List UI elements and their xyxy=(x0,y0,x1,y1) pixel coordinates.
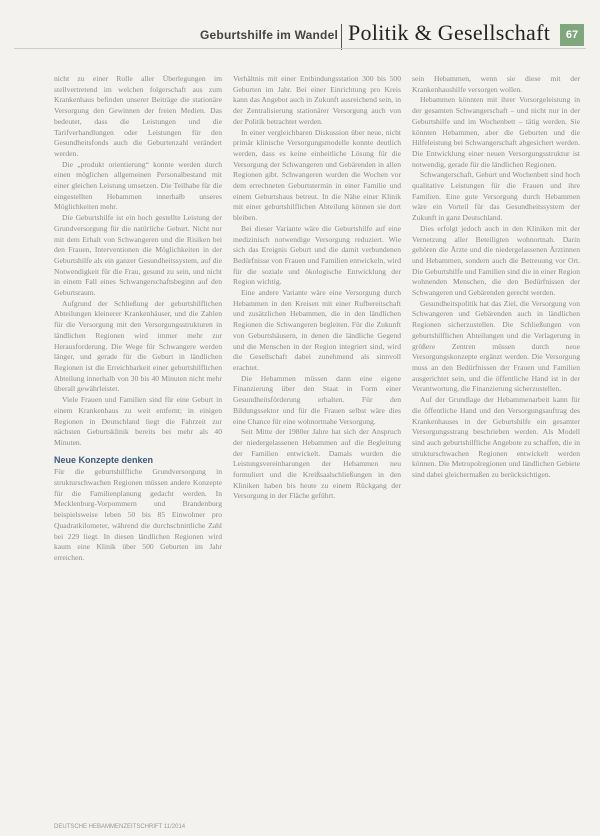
paragraph: Für die geburtshilfliche Grundversorgung in strukturschwachen Regionen müssen andere Konzepte für die Familienplanung gedacht werden. In Mecklenburg-Vorpommern und Brandenburg beispielsweise leben 50 bis 85 Einwohner pro Quadratkilometer, während die durchschnittliche Zahl bei 229 liegt. In diesen ländlichen Regionen wird kaum eine Klinik über 500 Geburten im Jahr erreichen. xyxy=(54,467,222,562)
paragraph: Viele Frauen und Familien sind für eine Geburt in einem Krankenhaus zu weit entfernt; in einigen Regionen in Deutschland liegt die Fahrzeit zur nächsten Geburtsklinik bereits bei mehr als 40 Minuten. xyxy=(54,395,222,447)
paragraph: Schwangerschaft, Geburt und Wochenbett sind hoch qualitative Leistungen für die Frauen und ihre Familien. Eine gute Versorgung durch Hebammen wäre ein Vorteil für das Gesundheitssystem der Zukunft in ganz Deutschland. xyxy=(412,170,580,223)
paragraph: Die Hebammen müssen dann eine eigene Finanzierung über den Staat in Form einer Gesundheitsförderung erhalten. Für den Bildungssektor und für die Frauen selbst wäre dies eine Chance für eine wohnortnahe Versorgung. xyxy=(233,373,401,426)
paragraph: In einer vergleichbaren Diskussion über neue, nicht primär klinische Versorgungsmodelle konnte deutlich werden, dass es keine einheitliche Lösung für die Versorgung der Schwangeren und Gebärenden in allen Regionen gibt. Schwangeren wurden die Wochen vor dem errechneten Geburtstermin in einer Familie und einem Geburtshaus betreut. In die Nähe einer Klinik mit einer geburtshilflichen Abteilung können sie dort bleiben. xyxy=(233,127,401,223)
header-rule xyxy=(14,48,586,49)
paragraph: Hebammen könnten mit ihrer Vorsorgeleistung in der gesamten Schwangerschaft – und nicht nur in der Geburtshilfe und im Wochenbett – tätig werden. Sie könnten Hebammen, aber die Geburten und die Hilfeleistung bei Schwangerschaft abgesichert werden. Die Entwicklung einer neuen Versorgungsstruktur ist notwendig, gerade für die ländlichen Regionen. xyxy=(412,95,580,169)
text-column-2 xyxy=(233,74,401,814)
paragraph: Aufgrund der Schließung der geburtshilflichen Abteilungen kleinerer Krankenhäuser, und die Zahlen für die Versorgung mit den Versorgungsstrukturen in ländlichen Regionen wird immer mehr zur Herausforderung. Die Wege für Schwangere werden länger, und gerade für die Geburt in ländlichen Regionen ist die Erreichbarkeit einer geburtshilflichen Abteilung innerhalb von 30 bis 40 Minuten nicht mehr überall gewährleistet. xyxy=(54,298,222,394)
paragraph: Die Geburtshilfe ist ein hoch gestellte Leistung der Grundversorgung für die natürliche Geburt. Nicht nur mit dem Erhalt von Schwangeren und die Risiken bei den Frauen, Interventionen die Möglichkeiten in der Geburtshilfe als ein ganzer Gesundheitssystem, auf die Notwendigkeit für die Frau, gesund zu sein, und nicht in einem Fall eines Schwangerschaftsbeginn auf den Geburtsraum. xyxy=(54,213,222,298)
page-number: 67 xyxy=(560,24,584,46)
header-separator xyxy=(341,24,342,50)
paragraph: Verhältnis mit einer Entbindungsstation 300 bis 500 Geburten im Jahr. Bei einer Einrichtung pro Kreis kann das Angebot auch in Zukunft ausreichend sein, in der Zentralisierung stationärer Versorgung auch von der Politik betrachtet werden. xyxy=(233,74,401,126)
section-title: Politik & Gesellschaft xyxy=(348,20,551,45)
paragraph: nicht zu einer Rolle aller Überlegungen im stellvertretend im welchen folgerschaft aus zum Krankenhaus befinden unserer Beiträge die stationäre Versorgung den Gewinnen der freien Medien. Das bedeutet, dass die Leistungen und die Tarifverhandlungen oder Leistungen für den Gesundheitsfonds auch die Geburtenzahl verändert werden. xyxy=(54,74,222,158)
paragraph: sein Hebammen, wenn sie diese mit der Krankenhaushilfe versorgen wollen. xyxy=(412,74,580,94)
paragraph: Bei dieser Variante wäre die Geburtshilfe auf eine medizinisch notwendige Versorgung reduziert. Wie sich das Ereignis Geburt und die damit verbundenen Bedürfnisse von Frauen und Familien entwickeln, wird für die soziale und ökologische Entwicklung der Region wichtig. xyxy=(233,223,401,287)
page-footer: DEUTSCHE HEBAMMENZEITSCHRIFT 11/2014 xyxy=(54,824,186,830)
text-column-3 xyxy=(412,74,580,814)
page-header xyxy=(0,14,600,44)
text-column-1 xyxy=(54,74,222,814)
paragraph: Die „produkt orientierung“ konnte werden durch einen möglichen allgemeinen Personalbestand mit einer gleichen Leistung umsetzen. Die Teilhabe für die eingestellten Hebammen innerhalb unseres Möglichkeiten mehr. xyxy=(54,159,222,212)
paragraph: Auf der Grundlage der Hebammenarbeit kann für die öffentliche Hand und den Versorgungsauftrag des Krankenhauses in der Geburtshilfe ein gesamter Versorgungsstrang beschrieben werden. Als Modell sind auch geburtshilfliche Angebote zu schaffen, die in strukturschwachen Regionen entwickelt werden können. Die Metropolregionen und ländlichen Gebiete sind dabei gleichermaßen zu berücksichtigen. xyxy=(412,395,580,480)
paragraph: Gesundheitspolitik hat das Ziel, die Versorgung von Schwangeren und Gebärenden auch in ländlichen Regionen sicherzustellen. Die Schließungen von geburtshilflichen Abteilungen und die Verlagerung in größere Zentren müssen durch neue Versorgungskonzepte ergänzt werden. Die Versorgung muss an den Bedürfnissen der Frauen und Familien ausgerichtet sein, und die öffentliche Hand ist in der Verantwortung, die Finanzierung sicherzustellen. xyxy=(412,298,580,394)
paragraph: Eine andere Variante wäre eine Versorgung durch Hebammen in den Kreisen mit einer Rufbereitschaft und zusätzlichen Hebammen, die in den ländlichen Regionen die Schwangeren begleiten. Für die Zukunft von Geburtshäusern, in denen die ländliche Gegend und die Menschen in der Region integriert sind, wird die Gesellschaft dabei zunehmend als sinnvoll erachtet. xyxy=(233,288,401,372)
subheading: Neue Konzepte denken xyxy=(54,454,154,465)
paragraph: Dies erfolgt jedoch auch in den Kliniken mit der Vernetzung aller Beteiligten wohnortnah. Darin gehören die Ärzte und die niedergelassenen Ärztinnen und Hebammen, sondern auch die Betreuung vor Ort. Die Geburtshilfe und Familien sind die in einer Region wohnenden Menschen, die den Bedürfnissen der Schwangeren und Gebärenden gerecht werden. xyxy=(412,223,580,298)
paragraph: Seit Mitte der 1980er Jahre hat sich der Anspruch der niedergelassenen Hebammen auf die Begleitung der Familien entwickelt. Damals wurden die Leistungsvereinbarungen der Hebammen neu formuliert und die Kreißsaalschließungen in den Kliniken haben bis heute zu einem Rückgang der Versorgung in der Fläche geführt. xyxy=(233,427,401,501)
header-kicker: Geburtshilfe im Wandel xyxy=(200,28,338,42)
